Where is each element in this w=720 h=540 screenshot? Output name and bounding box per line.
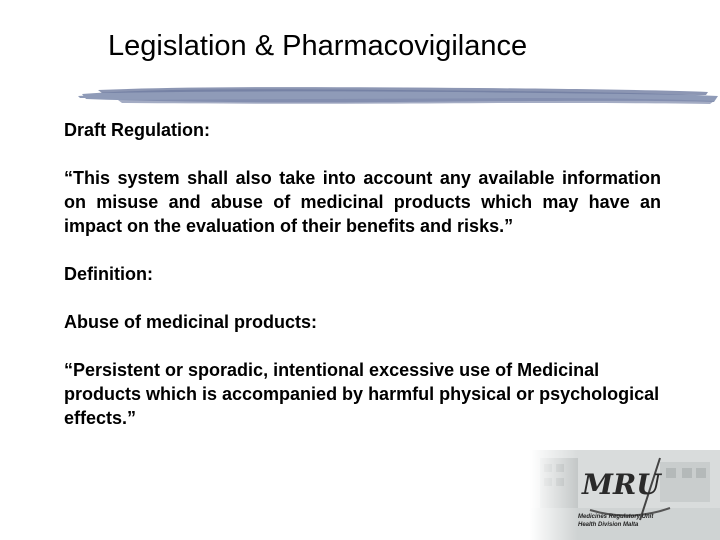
brush-stroke-divider bbox=[78, 80, 720, 110]
slide-title: Legislation & Pharmacovigilance bbox=[108, 30, 528, 62]
definition-heading: Definition: bbox=[64, 264, 153, 284]
draft-regulation-heading: Draft Regulation: bbox=[64, 120, 210, 140]
draft-regulation-quote: “This system shall also take into account any available information on misuse and abuse of medicinal products which may have an impact on the evaluation of their benefits and risks.” bbox=[64, 168, 661, 236]
mru-logo bbox=[530, 450, 720, 540]
abuse-heading: Abuse of medicinal products: bbox=[64, 312, 318, 332]
abuse-definition-quote: “Persistent or sporadic, intentional excessive use of Medicinal products which is accompanied by harmful physical or psychological effects.” bbox=[64, 360, 660, 428]
slide-body bbox=[64, 118, 661, 430]
